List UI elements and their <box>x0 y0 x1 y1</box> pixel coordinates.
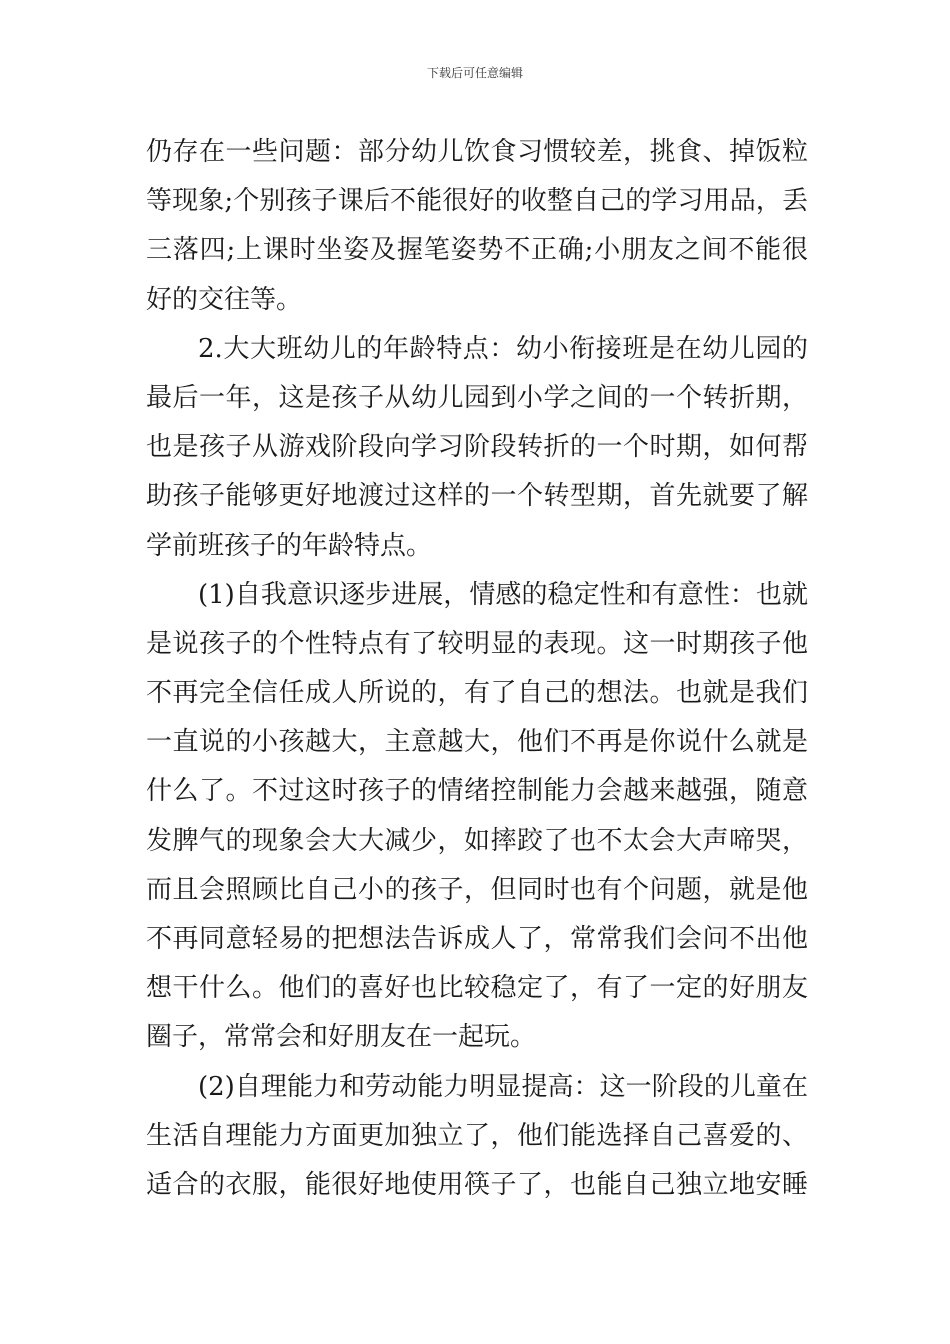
document-body <box>146 128 808 1210</box>
text-line: 适合的衣服，能很好地使用筷子了，也能自己独立地安睡 <box>146 1169 808 1200</box>
text-line: 等现象;个别孩子课后不能很好的收整自己的学习用品，丢 <box>146 186 808 217</box>
text-line: 一直说的小孩越大，主意越大，他们不再是你说什么就是 <box>146 727 808 758</box>
text-line: 好的交往等。 <box>146 284 303 315</box>
text-line: 想干什么。他们的喜好也比较稳定了，有了一定的好朋友 <box>146 973 808 1004</box>
text-line: 三落四;上课时坐姿及握笔姿势不正确;小朋友之间不能很 <box>146 235 808 266</box>
paragraph-2 <box>146 325 808 571</box>
text-line: 最后一年，这是孩子从幼儿园到小学之间的一个转折期， <box>146 382 808 413</box>
text-line: 不再同意轻易的把想法告诉成人了，常常我们会问不出他 <box>146 924 808 954</box>
text-line: 圈子，常常会和好朋友在一起玩。 <box>146 1022 537 1053</box>
text-line: 仍存在一些问题：部分幼儿饮食习惯较差，挑食、掉饭粒 <box>146 137 808 167</box>
text-line: 发脾气的现象会大大减少，如摔跤了也不太会大声啼哭， <box>146 825 808 856</box>
text-line: 2.大大班幼儿的年龄特点：幼小衔接班是在幼儿园的 <box>198 333 808 364</box>
text-line: 不再完全信任成人所说的，有了自己的想法。也就是我们 <box>146 678 808 709</box>
text-line: 是说孩子的个性特点有了较明显的表现。这一时期孩子他 <box>146 628 808 659</box>
paragraph-1 <box>146 128 808 325</box>
text-line: 学前班孩子的年龄特点。 <box>146 530 433 561</box>
paragraph-4 <box>146 1063 808 1211</box>
text-line: 而且会照顾比自己小的孩子，但同时也有个问题，就是他 <box>146 874 808 905</box>
page-header: 下载后可任意编辑 <box>426 66 523 80</box>
text-line: (1)自我意识逐步进展，情感的稳定性和有意性：也就 <box>198 579 808 610</box>
text-line: 助孩子能够更好地渡过这样的一个转型期，首先就要了解 <box>146 481 808 512</box>
text-line: (2)自理能力和劳动能力明显提高：这一阶段的儿童在 <box>198 1071 808 1102</box>
text-line: 什么了。不过这时孩子的情绪控制能力会越来越强，随意 <box>146 776 808 807</box>
text-line: 也是孩子从游戏阶段向学习阶段转折的一个时期，如何帮 <box>146 432 808 463</box>
text-line: 生活自理能力方面更加独立了，他们能选择自己喜爱的、 <box>146 1120 808 1151</box>
paragraph-3 <box>146 571 808 1063</box>
